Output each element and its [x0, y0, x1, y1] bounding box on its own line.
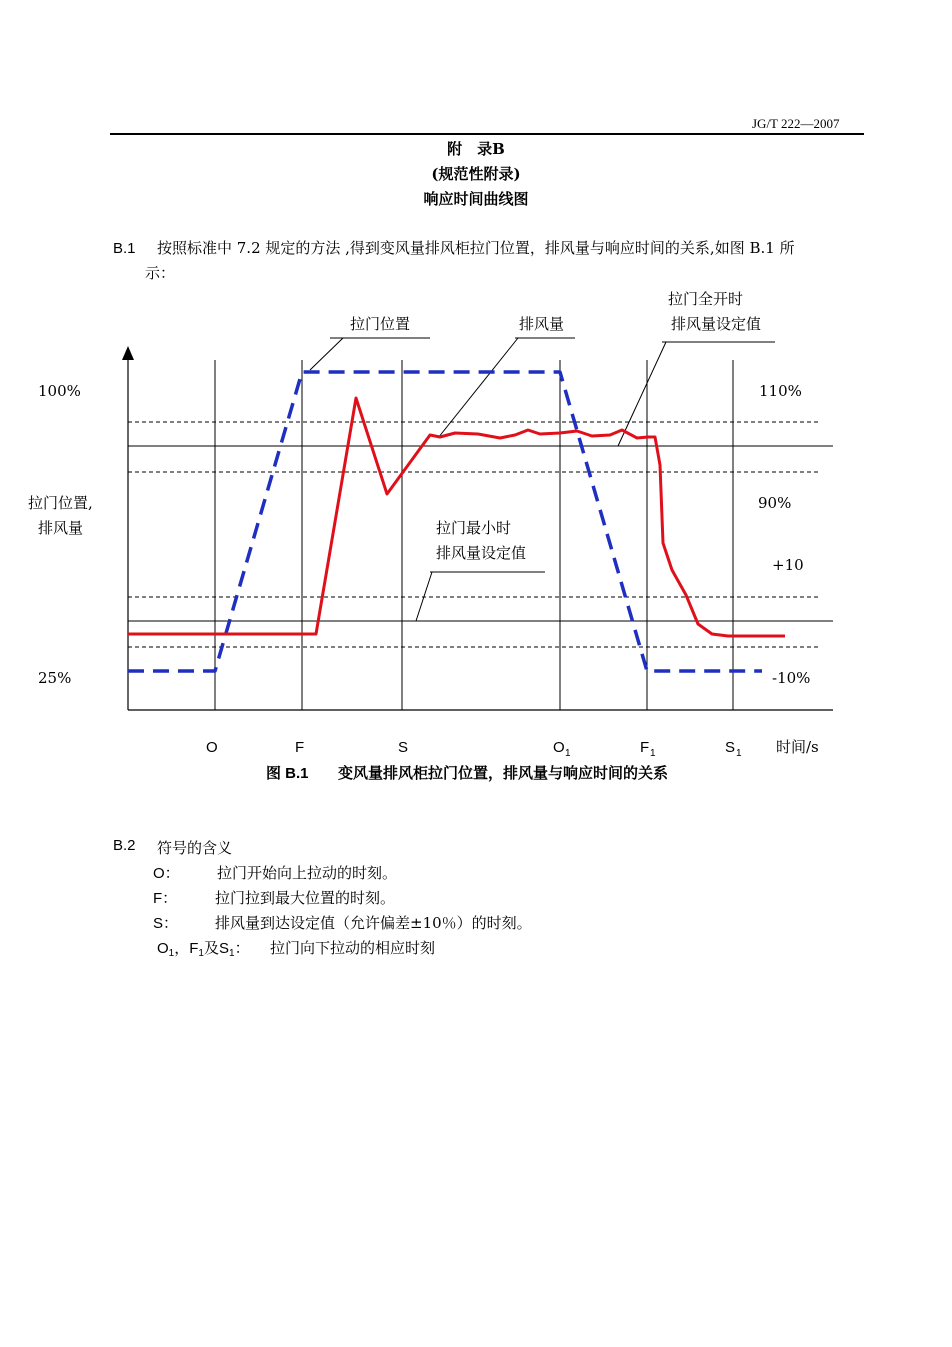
b1-number: B.1 [113, 240, 136, 257]
exhaust-flow-line [128, 398, 785, 636]
header-rule [110, 133, 864, 135]
label-plus10: +10 [772, 556, 804, 574]
b2-sym-o: O： [153, 865, 180, 882]
tick-o1-sub: 1 [565, 748, 571, 759]
b2-sym-f: F： [153, 890, 178, 907]
sym-o1: O [157, 940, 169, 957]
sym-colon: ： [234, 940, 250, 957]
b1-text-line2: 示： [145, 264, 176, 282]
label-full-open-2: 排风量设定值 [671, 315, 762, 333]
y-axis-arrow [122, 346, 134, 360]
sym-sep: ， [174, 939, 190, 957]
sym-s1: S [219, 940, 230, 957]
tick-f1: F [640, 739, 650, 756]
tick-s1-sub: 1 [736, 748, 742, 759]
standard-number: JG/T 222—2007 [752, 116, 840, 131]
label-110pct: 110% [759, 382, 802, 400]
figure-caption-number: 图 B.1 [266, 765, 309, 782]
b2-desc-lowering: 拉门向下拉动的相应时刻 [270, 939, 436, 957]
annotation-leaders [310, 338, 775, 621]
b2-title: 符号的含义 [157, 839, 233, 857]
annex-heading: 附 录B [447, 140, 505, 158]
b2-desc-s: 排风量到达设定值（允许偏差±10％）的时刻。 [215, 914, 532, 932]
sym-s1-sub: 1 [229, 948, 235, 959]
tick-o1: O [553, 739, 565, 756]
sym-f1: F [189, 940, 199, 957]
response-time-chart [0, 280, 952, 759]
annex-type: (规范性附录) [431, 165, 521, 183]
label-min-2: 排风量设定值 [436, 544, 527, 562]
label-90pct: 90% [758, 494, 792, 512]
b2-number: B.2 [113, 837, 136, 854]
tick-f: F [295, 739, 305, 756]
label-full-open-1: 拉门全开时 [668, 290, 744, 308]
label-minus10: -10% [772, 669, 811, 687]
x-axis-label: 时间/s [776, 738, 819, 756]
figure-caption-text: 变风量排风柜拉门位置，排风量与响应时间的关系 [338, 764, 669, 782]
label-100pct: 100% [38, 382, 81, 400]
tick-s: S [398, 739, 409, 756]
tick-s1: S [725, 739, 736, 756]
leader-door [310, 338, 343, 370]
b2-desc-f: 拉门拉到最大位置的时刻。 [215, 889, 396, 907]
sym-o1-sub: 1 [168, 948, 175, 959]
sym-f1-sub: 1 [198, 948, 204, 959]
sym-ji: 及 [203, 939, 219, 957]
b2-desc-o: 拉门开始向上拉动的时刻。 [217, 864, 398, 882]
annex-title: 响应时间曲线图 [423, 190, 529, 208]
tick-o: O [206, 739, 218, 756]
y-label-line1: 拉门位置, [28, 494, 93, 512]
label-exhaust: 排风量 [519, 315, 565, 333]
label-door-position: 拉门位置 [350, 315, 411, 333]
y-label-line2: 排风量 [38, 519, 84, 537]
b1-text-line1: 按照标准中 7.2 规定的方法 ,得到变风量排风柜拉门位置，排风量与响应时间的关系,如图 B.1 所 [157, 239, 795, 257]
tick-f1-sub: 1 [650, 748, 656, 759]
label-25pct: 25% [38, 669, 72, 687]
label-min-1: 拉门最小时 [436, 519, 512, 537]
b2-sym-s: S： [153, 915, 179, 932]
leader-exhaust [438, 338, 518, 438]
b2-sym-lowering [157, 937, 250, 959]
